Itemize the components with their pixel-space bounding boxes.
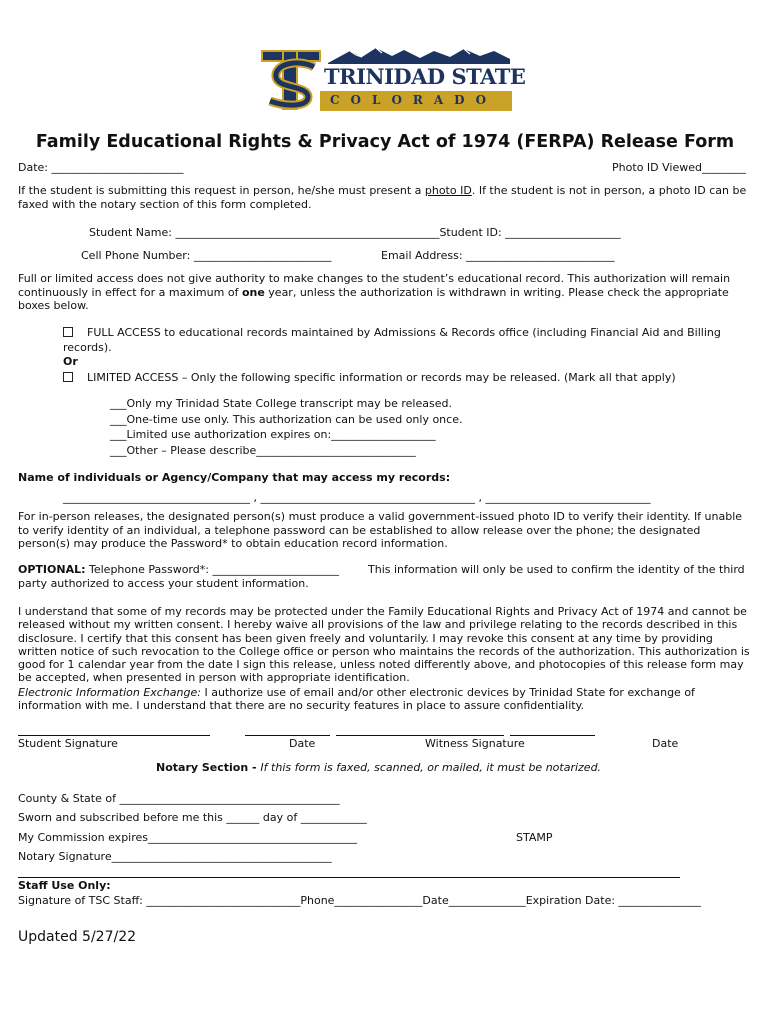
- email-field[interactable]: Email Address: ___________________________: [381, 249, 615, 262]
- access-paragraph: [18, 272, 753, 313]
- intro-text-pre: If the student is submitting this request in person, he/she must present a: [18, 184, 425, 197]
- electronic-exchange-paragraph: [18, 686, 753, 713]
- student-name-id-field[interactable]: Student Name: ________________________________________________Student ID: _____________________: [89, 226, 621, 239]
- date-label-1: Date: [289, 737, 316, 750]
- county-state-field[interactable]: County & State of ________________________________________: [18, 792, 340, 805]
- access-text-post: year, unless the authorization is withdrawn in writing. Please check the appropriate boxes below.: [18, 285, 729, 313]
- sworn-field[interactable]: Sworn and subscribed before me this ______ day of ____________: [18, 811, 367, 824]
- consent-paragraph: I understand that some of my records may be protected under the Family Educational Rights and Privacy Act of 1974 and cannot be released without my written consent. I hereby waive all provisions of the law and privilege relating to the records described in this disclosure. I certify that this consent has been given freely and voluntarily. I may revoke this consent at any time by providing written notice of such revocation to the College office or person who maintains the records of the authorization. This authorization is good for 1 calendar year from the date I sign this release, unless noted differently above, and photocopies of this release form may be accepted, when presented in person with appropriate identification.: [18, 605, 750, 685]
- limited-access-option: [63, 371, 676, 384]
- photo-id-link: photo ID: [424, 184, 472, 197]
- access-text-bold: one: [241, 285, 265, 299]
- logo-wordmark-bottom: COLORADO: [330, 93, 498, 107]
- notary-heading: [156, 761, 601, 774]
- college-logo: [258, 45, 526, 115]
- limited-option-one-time[interactable]: ___One-time use only. This authorization can be used only once.: [110, 413, 463, 426]
- staff-divider: [18, 877, 680, 878]
- notary-label: Notary Section -: [156, 761, 261, 774]
- student-signature-line[interactable]: [18, 735, 210, 736]
- telephone-password-field[interactable]: Telephone Password*: _______________________: [85, 563, 339, 576]
- witness-signature-label: Witness Signature: [425, 737, 525, 750]
- stamp-label: STAMP: [516, 831, 553, 844]
- commission-field[interactable]: My Commission expires______________________________________: [18, 831, 358, 844]
- limited-access-label: LIMITED ACCESS – Only the following specific information or records may be released. (Mark all that apply): [87, 371, 676, 384]
- notary-signature-field[interactable]: Notary Signature________________________________________: [18, 850, 332, 863]
- updated-date: Updated 5/27/22: [18, 929, 137, 945]
- intro-text-post: . If the student is not in person, a photo ID can be faxed with the notary section of this form completed.: [18, 184, 747, 211]
- photo-id-viewed-field[interactable]: Photo ID Viewed________: [612, 161, 746, 174]
- optional-note: [18, 563, 753, 590]
- full-access-option: [63, 326, 753, 355]
- form-title: Family Educational Rights & Privacy Act of 1974 (FERPA) Release Form: [35, 132, 735, 152]
- limited-option-other[interactable]: ___Other – Please describe_____________________________: [110, 444, 416, 457]
- date-label-2: Date: [652, 737, 679, 750]
- staff-signature-field[interactable]: Signature of TSC Staff: ____________________________Phone________________Date______________Expiration Date: _______________: [18, 894, 702, 907]
- in-person-paragraph: For in-person releases, the designated person(s) must produce a valid government-issued photo ID to verify their identity. If unable to verify identity of an individual, a telephone password can be established to allow release over the phone; the designated person(s) may produce the Password* to obtain education record information.: [18, 510, 743, 551]
- date-line-2[interactable]: [510, 735, 595, 736]
- optional-note-text: This information will only be used to confirm the identity of the third party authorized to access your student information.: [18, 563, 745, 590]
- names-field[interactable]: __________________________________ , _______________________________________ , ______________________________: [63, 491, 651, 504]
- staff-label: Staff Use Only:: [18, 879, 111, 892]
- limited-access-checkbox[interactable]: [63, 372, 73, 382]
- or-label: Or: [63, 355, 78, 368]
- full-access-checkbox[interactable]: [63, 327, 73, 337]
- electronic-label: Electronic Information Exchange:: [18, 686, 201, 699]
- full-access-label: FULL ACCESS to educational records maintained by Admissions & Records office (including Financial Aid and Billing records).: [63, 326, 721, 354]
- date-line-1[interactable]: [245, 735, 330, 736]
- limited-option-transcript[interactable]: ___Only my Trinidad State College transcript may be released.: [110, 397, 452, 410]
- electronic-text: I authorize use of email and/or other electronic devices by Trinidad State for exchange of information with me. I understand that there are no security features in place to assure confidentiality.: [18, 686, 695, 713]
- witness-signature-line[interactable]: [336, 735, 504, 736]
- notary-note: If this form is faxed, scanned, or mailed, it must be notarized.: [260, 761, 602, 774]
- access-text-pre: Full or limited access does not give authority to make changes to the student’s educational record. This authorization will remain continuously in effect for a maximum of: [18, 272, 731, 299]
- student-signature-label: Student Signature: [18, 737, 118, 750]
- optional-label: OPTIONAL:: [18, 563, 86, 576]
- names-heading: Name of individuals or Agency/Company that may access my records:: [18, 471, 451, 484]
- date-field[interactable]: Date: ________________________: [18, 161, 184, 174]
- cell-phone-field[interactable]: Cell Phone Number: _________________________: [81, 249, 332, 262]
- intro-paragraph: [18, 184, 753, 211]
- limited-option-expires[interactable]: ___Limited use authorization expires on:___________________: [110, 428, 436, 441]
- logo-wordmark-top: TRINIDAD STATE: [324, 64, 526, 89]
